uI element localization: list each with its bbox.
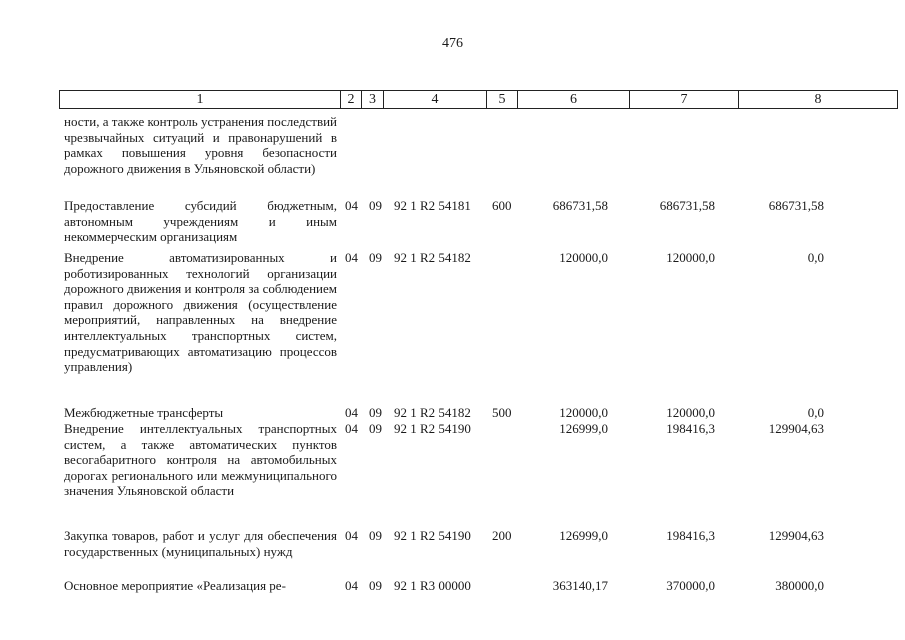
cell-amount-8: 380000,0: [775, 578, 824, 593]
cell-amount-6: 686731,58: [552, 198, 608, 213]
cell-subsection: 09: [369, 578, 382, 593]
cell-amount-6: 363140,17: [552, 578, 608, 593]
cell-target-article: 92 1 R2 54190: [394, 421, 471, 436]
cell-section: 04: [345, 528, 358, 543]
cell-target-article: 92 1 R2 54190: [394, 528, 471, 543]
cell-amount-8: 129904,63: [768, 528, 824, 543]
cell-amount-7: 198416,3: [666, 421, 715, 436]
cell-amount-7: 120000,0: [666, 250, 715, 265]
cell-section: 04: [345, 578, 358, 593]
cell-subsection: 09: [369, 198, 382, 213]
cell-amount-7: 198416,3: [666, 528, 715, 543]
cell-amount-7: 370000,0: [666, 578, 715, 593]
cell-amount-7: 120000,0: [666, 405, 715, 420]
cell-amount-7: 686731,58: [659, 198, 715, 213]
cell-amount-6: 120000,0: [559, 405, 608, 420]
cell-amount-8: 0,0: [807, 250, 824, 265]
cell-expense-type: 600: [492, 198, 512, 213]
header-col-4: 4: [384, 91, 487, 108]
cell-amount-6: 120000,0: [559, 250, 608, 265]
row-description: Межбюджетные трансферты: [64, 405, 224, 420]
cell-expense-type: 200: [492, 528, 512, 543]
cell-target-article: 92 1 R2 54182: [394, 250, 471, 265]
row-description: Предоставление субсидий бюджетным, автономным учреждениям и иным некоммерческим организациям: [64, 198, 337, 245]
cell-section: 04: [345, 250, 358, 265]
cell-subsection: 09: [369, 405, 382, 420]
cell-target-article: 92 1 R2 54181: [394, 198, 471, 213]
page-number: 476: [442, 36, 463, 51]
row-description: Закупка товаров, работ и услуг для обеспечения государственных (муниципальных) нужд: [64, 528, 337, 559]
cell-section: 04: [345, 421, 358, 436]
header-col-1: 1: [60, 91, 341, 108]
table-header: [59, 90, 898, 109]
cell-subsection: 09: [369, 528, 382, 543]
row-description: Основное мероприятие «Реализация ре-: [64, 578, 286, 593]
cell-expense-type: 500: [492, 405, 512, 420]
cell-amount-8: 686731,58: [768, 198, 824, 213]
cell-section: 04: [345, 198, 358, 213]
cell-amount-6: 126999,0: [559, 528, 608, 543]
cell-amount-6: 126999,0: [559, 421, 608, 436]
row-description: Внедрение автоматизированных и роботизированных технологий организации дорожного движения и контроля за соблюдением правил дорожного движения (осуществление мероприятий, направленных на внедрение интеллектуальных транспортных систем, предусматривающих автоматизацию процессов управления): [64, 250, 337, 375]
cell-target-article: 92 1 R2 54182: [394, 405, 471, 420]
header-col-3: 3: [362, 91, 384, 108]
cell-section: 04: [345, 405, 358, 420]
header-col-7: 7: [630, 91, 739, 108]
row-description: ности, а также контроль устранения последствий чрезвычайных ситуаций и правонарушений в рамках повышения уровня безопасности дорожного движения в Ульяновской области): [64, 114, 337, 176]
cell-amount-8: 0,0: [807, 405, 824, 420]
cell-subsection: 09: [369, 250, 382, 265]
header-col-2: 2: [341, 91, 362, 108]
cell-amount-8: 129904,63: [768, 421, 824, 436]
header-col-5: 5: [487, 91, 518, 108]
cell-subsection: 09: [369, 421, 382, 436]
header-col-6: 6: [518, 91, 630, 108]
header-col-8: 8: [814, 92, 822, 107]
cell-target-article: 92 1 R3 00000: [394, 578, 471, 593]
row-description: Внедрение интеллектуальных транспортных систем, а также автоматических пунктов весогабаритного контроля на автомобильных дорогах регионального или межмуниципального значения Ульяновской области: [64, 421, 337, 499]
